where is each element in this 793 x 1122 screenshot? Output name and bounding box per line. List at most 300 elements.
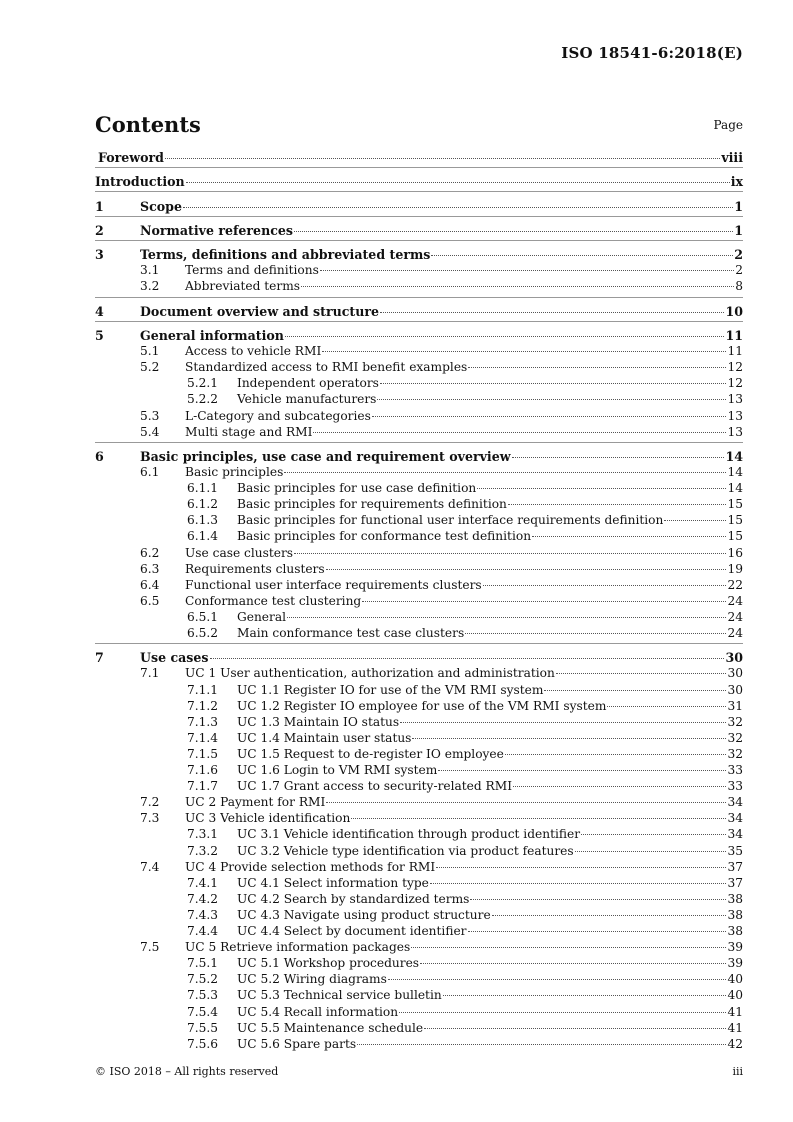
dot-leader [165,158,720,159]
toc-entry-link[interactable] [185,344,743,359]
toc-entry-link[interactable] [237,972,743,987]
toc-entry-title: Terms and definitions [185,263,319,278]
toc-entry-link[interactable] [140,449,743,464]
toc-entry-number: 7.5.1 [187,956,219,971]
toc-entry-link[interactable] [237,844,743,859]
dot-leader [468,367,726,368]
toc-entry-page: 24 [727,609,743,624]
toc-entry-page: 15 [727,513,743,528]
toc-entry[interactable] [95,1037,743,1052]
dot-leader [301,286,734,287]
toc-entry-title: Standardized access to RMI benefit examples [185,360,468,375]
toc-entry[interactable] [95,392,743,407]
toc-entry-number: 6.1.1 [187,481,219,496]
toc-entry-title: Basic principles, use case and requirement overview [140,448,511,464]
toc-entry-page: 33 [727,763,743,777]
toc-entry-title: UC 5.1 Workshop procedures [237,956,420,971]
toc-entry-link[interactable] [185,795,743,810]
toc-entry-link[interactable] [237,908,743,923]
dot-leader [430,883,727,884]
toc-entry-title: UC 3.1 Vehicle identification through product identifier [237,827,581,842]
toc-entry-title: Basic principles [185,465,284,479]
toc-entry-link[interactable] [237,497,743,512]
toc-entry-link[interactable] [185,263,743,278]
toc-entry-link[interactable] [185,360,743,375]
dot-leader [362,601,726,602]
page-title: Contents [95,112,201,137]
toc-entry[interactable] [95,763,743,778]
toc-entry-page: 13 [727,424,743,439]
dot-leader [326,569,727,570]
toc-entry-link[interactable] [237,731,743,746]
toc-entry-title: UC 5.3 Technical service bulletin [237,988,442,1003]
toc-entry-number: 4 [95,303,104,319]
toc-entry[interactable] [95,956,743,971]
toc-entry-link[interactable] [237,779,743,794]
dot-leader [294,553,726,554]
dot-leader [477,488,726,489]
dot-leader [287,617,726,618]
toc-entry-number: 6.5.1 [187,609,219,624]
toc-entry-number: 3.1 [140,263,160,278]
toc-entry-link[interactable] [185,811,743,826]
toc-entry[interactable] [95,699,743,714]
dot-leader [508,504,727,505]
toc-entry-page: 32 [727,746,743,761]
toc-entry-page: 38 [727,924,743,938]
dot-leader [443,995,727,996]
toc-entry-title: Terms, definitions and abbreviated terms [140,247,431,263]
toc-entry[interactable] [95,409,743,424]
toc-entry-link[interactable] [237,747,743,762]
toc-entry-title: UC 4.4 Select by document identifier [237,924,467,938]
toc-entry[interactable] [95,626,743,641]
toc-entry-link[interactable] [185,860,743,875]
toc-entry[interactable] [95,497,743,512]
toc-entry-number: 5.2 [140,360,160,375]
dot-leader [351,818,726,819]
section-divider [95,297,743,298]
toc-entry-title: Use case clusters [185,545,294,560]
dot-leader [465,633,726,634]
toc-entry-number: 7.4.2 [187,891,219,906]
toc-entry-page: 2 [735,263,743,278]
toc-entry-link[interactable] [185,465,743,480]
toc-entry-number: 7.1.6 [187,763,219,777]
toc-entry[interactable] [95,425,743,440]
toc-entry-link[interactable] [237,513,743,528]
section-divider [95,442,743,443]
toc-entry[interactable] [95,731,743,746]
toc-entry-title: Main conformance test case clusters [237,626,465,640]
toc-entry-page: 31 [727,698,743,713]
toc-entry-number: 5 [95,328,104,343]
toc-entry-number: 6.5 [140,593,160,608]
toc-entry-link[interactable] [237,376,743,391]
toc-entry-title: Foreword [98,150,164,165]
toc-entry-link[interactable] [140,328,743,343]
toc-entry-link[interactable] [185,425,743,440]
toc-entry-link[interactable] [237,827,743,842]
toc-entry-page: 42 [727,1036,743,1051]
dot-leader [505,754,727,755]
dot-leader [412,738,726,739]
toc-entry[interactable] [95,562,743,577]
toc-entry-number: 6.5.2 [187,626,219,640]
toc-entry-page: 22 [727,577,743,592]
toc-entry-page: 30 [725,650,743,666]
toc-entry-link[interactable] [237,876,743,891]
toc-entry-page: 14 [727,481,743,496]
toc-entry-page: 32 [727,730,743,745]
toc-entry[interactable] [95,860,743,875]
dot-leader [210,658,725,659]
toc-entry[interactable] [95,449,743,464]
toc-entry-title: Requirements clusters [185,561,325,576]
toc-entry-page: 33 [727,779,743,794]
toc-entry[interactable] [95,795,743,810]
section-divider [95,643,743,644]
toc-entry-page: 37 [727,859,743,874]
toc-entry-number: 7 [95,650,104,666]
toc-entry-page: 38 [727,907,743,922]
toc-entry-title: UC 4 Provide selection methods for RMI [185,859,436,874]
dot-leader [285,336,725,337]
dot-leader [183,207,733,208]
toc-entry-link[interactable] [95,174,743,189]
document-id: ISO 18541-6:2018(E) [561,44,743,62]
toc-entry-page: 10 [725,303,743,319]
toc-entry-number: 5.1 [140,344,160,359]
toc-entry-link[interactable] [237,1005,743,1020]
toc-entry-number: 6.1.4 [187,529,219,544]
toc-entry-link[interactable] [140,304,743,319]
toc-entry-link[interactable] [185,666,743,681]
toc-entry-link[interactable] [237,529,743,544]
dot-leader [581,834,726,835]
toc-entry-page: 12 [727,376,743,391]
toc-entry[interactable] [95,924,743,939]
toc-entry[interactable] [95,715,743,730]
toc-entry-page: 32 [727,714,743,729]
dot-leader [411,947,726,948]
toc-entry[interactable] [95,811,743,826]
section-divider [95,240,743,241]
toc-entry-page: 19 [727,561,743,576]
toc-entry-title: Basic principles for conformance test definition [237,529,532,544]
toc-entry-link[interactable] [140,199,743,214]
toc-entry-number: 7.3.2 [187,843,219,858]
toc-entry-title: UC 5 Retrieve information packages [185,940,411,955]
toc-entry-title: UC 2 Payment for RMI [185,795,326,810]
toc-entry[interactable] [95,328,743,343]
toc-entry-page: 11 [725,328,743,343]
toc-entry-page: 39 [727,956,743,971]
toc-entry-number: 7.5.6 [187,1036,219,1051]
toc-entry-link[interactable] [237,481,743,496]
toc-entry-page: 38 [727,891,743,906]
toc-entry-link[interactable] [140,247,743,262]
toc-entry-number: 7.4 [140,859,160,874]
toc-entry-number: 7.5.2 [187,972,219,987]
toc-entry[interactable] [95,876,743,891]
toc-entry-number: 6.1.3 [187,513,219,528]
dot-leader [556,673,727,674]
dot-leader [399,1012,726,1013]
toc-entry[interactable] [95,279,743,294]
toc-entry[interactable] [95,481,743,496]
toc-entry[interactable] [95,594,743,609]
toc-entry-number: 6.3 [140,561,160,576]
toc-entry[interactable] [95,747,743,762]
toc-entry[interactable] [95,610,743,625]
toc-entry-page: 41 [727,1020,743,1035]
toc-entry-number: 7.4.1 [187,875,219,890]
toc-entry-title: UC 5.6 Spare parts [237,1036,357,1051]
dot-leader [607,706,726,707]
toc-entry-title: Basic principles for use case definition [237,481,477,496]
toc-entry[interactable] [95,827,743,842]
toc-entry-link[interactable] [237,683,743,698]
section-divider [95,191,743,192]
toc-entry-title: Scope [140,198,182,214]
section-divider [95,321,743,322]
section-divider [95,167,743,168]
toc-entry-page: 30 [727,666,743,681]
toc-entry[interactable] [95,892,743,907]
dot-leader [294,231,733,232]
toc-entry-page: 1 [734,222,743,238]
toc-entry[interactable] [95,360,743,375]
toc-entry-link[interactable] [237,763,743,778]
toc-entry-title: L-Category and subcategories [185,408,371,423]
toc-entry-number: 7.4.3 [187,907,219,922]
toc-entry-link[interactable] [237,892,743,907]
toc-entry-title: Use cases [140,650,209,666]
toc-entry[interactable] [95,1021,743,1036]
dot-leader [320,270,734,271]
toc-entry[interactable] [95,199,743,214]
dot-leader [513,786,726,787]
dot-leader [431,255,733,256]
toc-entry[interactable] [95,174,743,189]
toc-entry-number: 5.2.1 [187,376,219,391]
toc-entry-page: 15 [727,497,743,512]
toc-entry-link[interactable] [237,988,743,1003]
toc-entry[interactable] [95,988,743,1003]
toc-entry[interactable] [95,940,743,955]
dot-leader [664,520,726,521]
dot-leader [424,1028,726,1029]
toc-entry-title: UC 1.7 Grant access to security-related RMI [237,779,513,794]
toc-entry-title: Introduction [95,174,185,190]
dot-leader [420,963,726,964]
toc-entry-number: 3.2 [140,279,160,294]
toc-entry-page: 34 [727,811,743,826]
toc-entry-number: 3 [95,247,104,263]
toc-entry-number: 7.1 [140,666,160,681]
dot-leader [512,457,725,458]
toc-entry-number: 5.2.2 [187,392,219,407]
toc-entry-page: 40 [727,972,743,987]
toc-entry[interactable] [95,304,743,319]
dot-leader [377,399,726,400]
toc-entry-page: 13 [727,408,743,423]
toc-entry-link[interactable] [98,150,743,165]
toc-entry[interactable] [95,1005,743,1020]
toc-entry[interactable] [95,513,743,528]
toc-entry-page: 15 [727,529,743,544]
toc-entry-title: UC 5.2 Wiring diagrams [237,972,387,987]
toc-entry-number: 7.1.3 [187,714,219,729]
toc-entry-page: 40 [727,988,743,1003]
toc-entry-page: viii [721,150,743,165]
dot-leader [483,585,727,586]
toc-entry-link[interactable] [237,924,743,939]
toc-entry-number: 7.5.5 [187,1020,219,1035]
toc-entry[interactable] [95,529,743,544]
toc-entry[interactable] [95,263,743,278]
toc-entry-number: 7.3 [140,811,160,826]
toc-entry-title: UC 5.4 Recall information [237,1004,399,1019]
toc-entry-number: 7.1.2 [187,698,219,713]
toc-entry-page: 35 [727,843,743,858]
toc-entry-title: Vehicle manufacturers [237,392,377,407]
toc-entry-page: 12 [727,360,743,375]
toc-entry-link[interactable] [237,392,743,407]
toc-entry-page: 39 [727,940,743,955]
toc-entry[interactable] [95,247,743,262]
toc-entry[interactable] [95,546,743,561]
toc-entry-link[interactable] [185,578,743,593]
toc-entry[interactable] [95,650,743,665]
toc-entry-page: 16 [727,545,743,560]
toc-entry[interactable] [95,223,743,238]
dot-leader [492,915,727,916]
toc-entry-link[interactable] [185,940,743,955]
toc-entry-page: 11 [727,344,743,359]
toc-entry-link[interactable] [237,1037,743,1052]
toc-entry-link[interactable] [140,223,743,238]
toc-entry-title: Abbreviated terms [185,279,301,294]
toc-entry-link[interactable] [237,715,743,730]
toc-entry-link[interactable] [185,562,743,577]
toc-entry-page: 34 [727,827,743,842]
toc-entry[interactable] [95,972,743,987]
toc-entry-title: UC 4.1 Select information type [237,875,429,890]
toc-entry-number: 7.1.7 [187,779,219,794]
dot-leader [380,383,727,384]
toc-entry-number: 7.1.5 [187,746,219,761]
dot-leader [357,1044,726,1045]
toc-entry[interactable] [95,465,743,480]
toc-entry-page: 30 [727,682,743,697]
toc-entry-number: 6.4 [140,577,160,592]
toc-entry-link[interactable] [185,594,743,609]
toc-entry[interactable] [95,150,743,165]
toc-entry-number: 6 [95,448,104,464]
dot-leader [575,851,727,852]
toc-entry-link[interactable] [237,610,743,625]
toc-entry-page: ix [730,174,743,190]
dot-leader [380,312,724,313]
toc-entry-page: 13 [727,392,743,407]
toc-entry-title: UC 4.3 Navigate using product structure [237,907,491,922]
dot-leader [284,472,726,473]
toc-entry-link[interactable] [237,699,743,714]
toc-entry-number: 7.2 [140,795,160,810]
toc-entry-title: Multi stage and RMI [185,424,313,439]
toc-entry-number: 7.1.4 [187,730,219,745]
toc-entry-link[interactable] [237,956,743,971]
toc-entry[interactable] [95,844,743,859]
toc-entry-link[interactable] [237,1021,743,1036]
dot-leader [326,802,726,803]
toc-entry-number: 5.4 [140,424,160,439]
toc-entry-page: 1 [734,198,743,214]
dot-leader [322,351,726,352]
toc-entry-title: UC 1.1 Register IO for use of the VM RMI system [237,682,544,697]
toc-entry-page: 37 [727,875,743,890]
dot-leader [470,899,726,900]
dot-leader [544,690,726,691]
toc-entry-link[interactable] [185,409,743,424]
toc-entry[interactable] [95,344,743,359]
toc-entry-number: 7.5.4 [187,1004,219,1019]
toc-entry-page: 24 [727,593,743,608]
toc-entry-number: 2 [95,222,104,238]
toc-entry-title: Basic principles for requirements definition [237,497,507,512]
toc-entry-number: 7.5 [140,940,160,955]
toc-entry-page: 2 [734,247,743,263]
toc-entry-title: General [237,609,286,624]
toc-entry-page: 14 [725,448,743,464]
toc-entry[interactable] [95,578,743,593]
toc-entry[interactable] [95,376,743,391]
toc-entry-link[interactable] [237,626,743,641]
toc-entry-number: 6.1 [140,465,160,479]
toc-entry-title: Functional user interface requirements clusters [185,577,482,592]
toc-entry-page: 14 [727,465,743,479]
toc-entry-link[interactable] [140,650,743,665]
toc-entry-title: UC 3.2 Vehicle type identification via product features [237,843,574,858]
dot-leader [436,867,726,868]
section-divider [95,216,743,217]
toc-entry-title: UC 5.5 Maintenance schedule [237,1020,424,1035]
toc-entry-title: Independent operators [237,376,379,391]
toc-entry-title: Normative references [140,222,294,238]
toc-entry-title: UC 1.2 Register IO employee for use of the VM RMI system [237,698,607,713]
toc-entry[interactable] [95,683,743,698]
dot-leader [388,979,727,980]
toc-entry-number: 5.3 [140,408,160,423]
toc-entry-number: 7.1.1 [187,682,219,697]
toc-entry[interactable] [95,908,743,923]
dot-leader [186,182,730,183]
dot-leader [438,770,726,771]
dot-leader [400,722,726,723]
toc-entry-title: Conformance test clustering [185,593,362,608]
toc-entry-page: 8 [735,279,743,294]
dot-leader [532,536,726,537]
toc-entry-link[interactable] [185,279,743,294]
toc-entry-link[interactable] [185,546,743,561]
toc-entry-number: 7.4.4 [187,924,219,938]
toc-entry-title: UC 1.5 Request to de-register IO employee [237,746,504,761]
toc-entry-number: 1 [95,198,104,214]
toc-entry[interactable] [95,779,743,794]
toc-entry[interactable] [95,666,743,681]
